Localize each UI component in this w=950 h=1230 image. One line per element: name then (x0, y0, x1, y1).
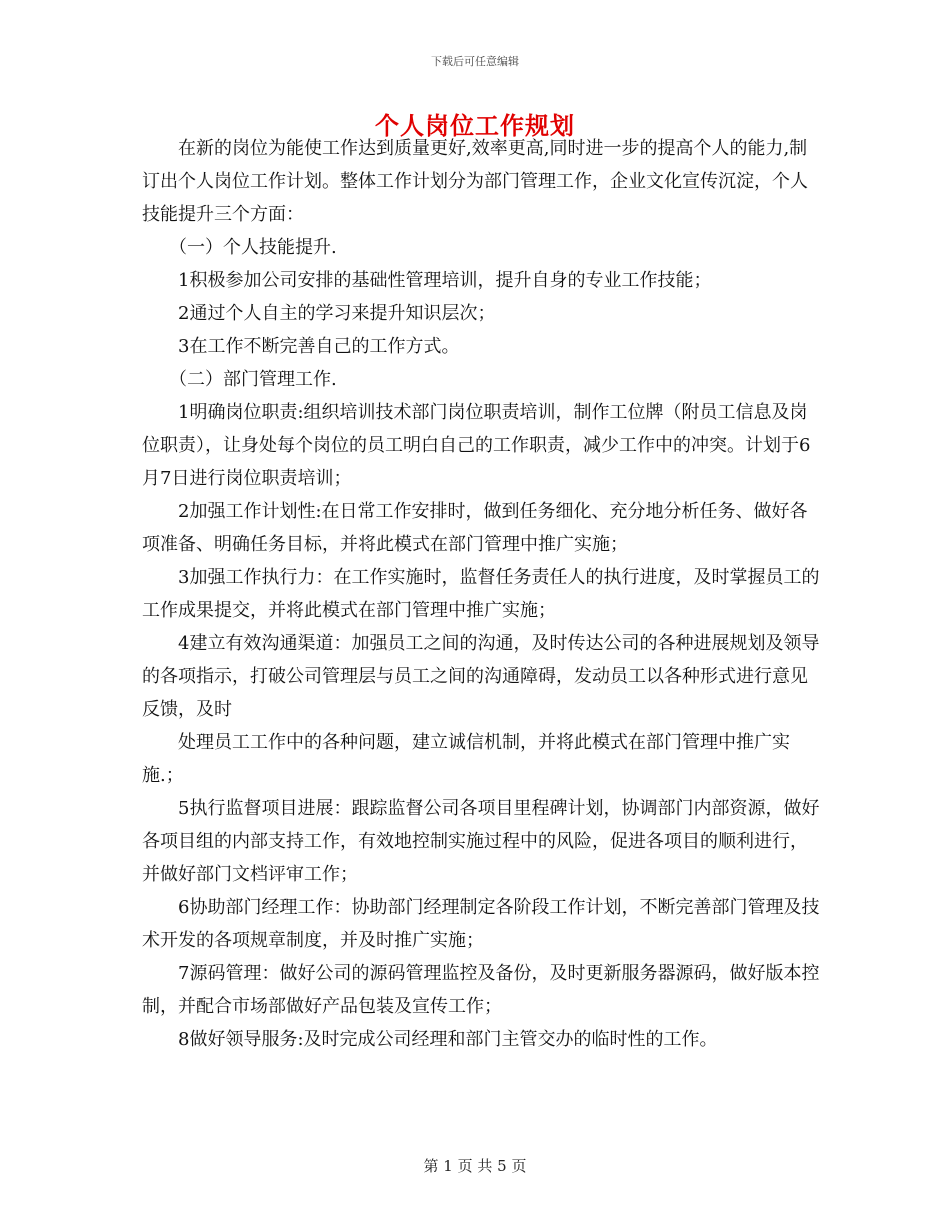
list-item: 5执行监督项目进展：跟踪监督公司各项目里程碑计划，协调部门内部资源，做好各项目组的内部支持工作，有效地控制实施过程中的风险，促进各项目的顺利进行，并做好部门文档评审工作； (142, 798, 820, 885)
list-item: 1积极参加公司安排的基础性管理培训，提升自身的专业工作技能； (178, 270, 712, 291)
intro-paragraph: 在新的岗位为能使工作达到质量更好,效率更高,同时进一步的提高个人的能力,制订出个人岗位工作计划。整体工作计划分为部门管理工作，企业文化宣传沉淀，个人技能提升三个方面： (142, 138, 808, 225)
list-item: 4建立有效沟通渠道：加强员工之间的沟通，及时传达公司的各种进展规划及领导的各项指示，打破公司管理层与员工之间的沟通障碍，发动员工以各种形式进行意见反馈，及时 (142, 633, 820, 720)
list-item-continuation: 处理员工工作中的各种问题，建立诚信机制，并将此模式在部门管理中推广实施.； (142, 732, 790, 786)
list-item: 6协助部门经理工作：协助部门经理制定各阶段工作计划，不断完善部门管理及技术开发的各项规章制度，并及时推广实施； (142, 897, 820, 951)
list-item: 2通过个人自主的学习来提升知识层次； (178, 303, 496, 324)
section-heading-skills: （一）个人技能提升. (169, 237, 337, 258)
list-item: 3在工作不断完善自己的工作方式。 (178, 336, 460, 357)
header-note: 下载后可任意编辑 (431, 55, 519, 68)
list-item: 8做好领导服务:及时完成公司经理和部门主管交办的临时性的工作。 (178, 1029, 718, 1050)
page-number: 第 1 页 共 5 页 (423, 1157, 527, 1175)
list-item: 7源码管理：做好公司的源码管理监控及备份，及时更新服务器源码，做好版本控制，并配合市场部做好产品包装及宣传工作； (142, 963, 820, 1017)
document-title: 个人岗位工作规划 (375, 111, 575, 140)
section-heading-management: （二）部门管理工作. (169, 369, 337, 390)
document-body (142, 132, 822, 1056)
list-item: 1明确岗位职责:组织培训技术部门岗位职责培训，制作工位牌（附员工信息及岗位职责），让身处每个岗位的员工明白自己的工作职责，减少工作中的冲突。计划于6月7日进行岗位职责培训； (142, 402, 811, 489)
list-item: 2加强工作计划性:在日常工作安排时，做到任务细化、充分地分析任务、做好各项准备、明确任务目标，并将此模式在部门管理中推广实施； (142, 501, 808, 555)
list-item: 3加强工作执行力：在工作实施时，监督任务责任人的执行进度，及时掌握员工的工作成果提交，并将此模式在部门管理中推广实施； (142, 567, 820, 621)
